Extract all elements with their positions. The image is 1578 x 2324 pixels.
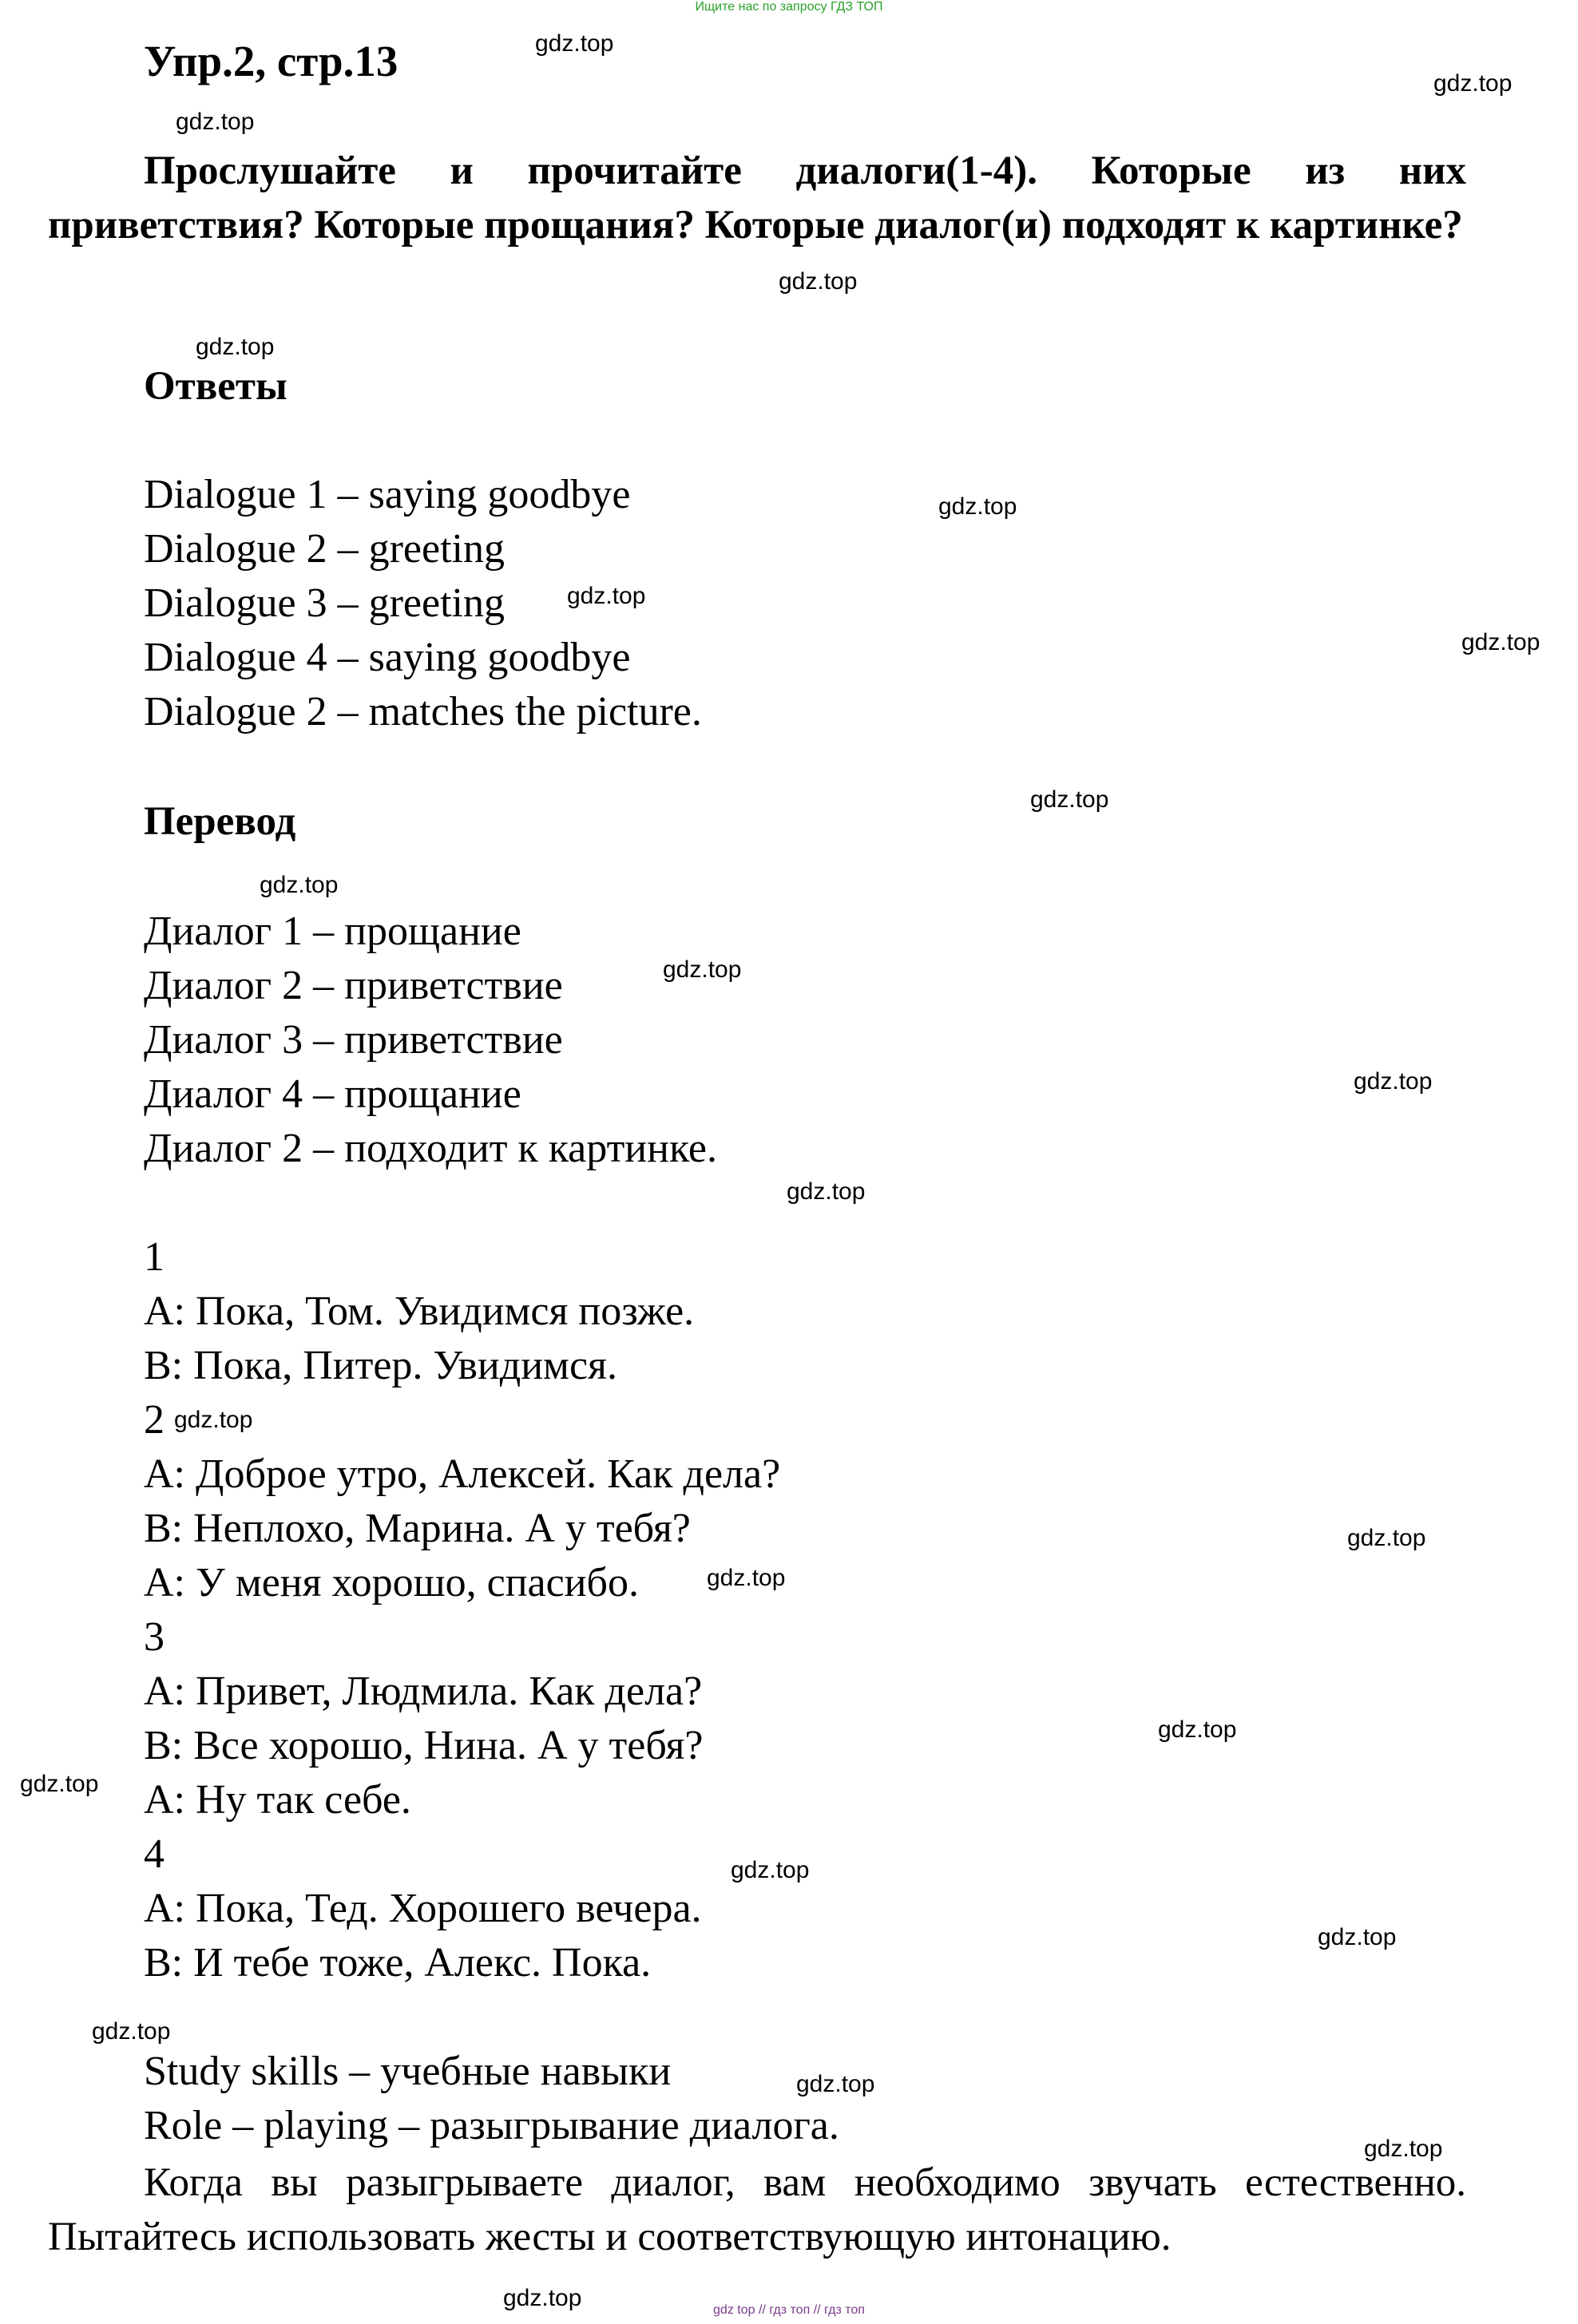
watermark: gdz.top xyxy=(1354,1068,1433,1095)
watermark: gdz.top xyxy=(503,2285,582,2311)
dialogue-line: A: Доброе утро, Алексей. Как дела? xyxy=(144,1451,781,1497)
answer-line: Dialogue 2 – matches the picture. xyxy=(144,689,702,734)
watermark: gdz.top xyxy=(567,583,646,609)
watermark: gdz.top xyxy=(779,268,858,295)
watermark: gdz.top xyxy=(731,1857,810,1883)
watermark: gdz.top xyxy=(1433,70,1513,97)
translation-line: Диалог 2 – приветствие xyxy=(144,963,563,1008)
watermark: gdz.top xyxy=(787,1178,866,1205)
dialogue-line: A: У меня хорошо, спасибо. xyxy=(144,1560,639,1605)
study-skills-line: Study skills – учебные навыки xyxy=(144,2049,672,2094)
dialogue-line: B: И тебе тоже, Алекс. Пока. xyxy=(144,1940,652,1985)
watermark: gdz.top xyxy=(1030,786,1109,813)
bottom-banner: gdz top // гдз топ // гдз топ xyxy=(713,2303,865,2317)
dialogue-line: A: Ну так себе. xyxy=(144,1777,411,1823)
dialogue-number: 3 xyxy=(144,1614,165,1660)
watermark: gdz.top xyxy=(663,956,742,983)
watermark: gdz.top xyxy=(196,334,275,360)
answer-line: Dialogue 3 – greeting xyxy=(144,580,505,626)
watermark: gdz.top xyxy=(1347,1525,1426,1551)
dialogue-number: 4 xyxy=(144,1831,165,1877)
answer-line: Dialogue 1 – saying goodbye xyxy=(144,472,631,517)
translation-line: Диалог 1 – прощание xyxy=(144,909,521,954)
dialogue-line: B: Все хорошо, Нина. А у тебя? xyxy=(144,1723,704,1768)
watermark: gdz.top xyxy=(796,2071,875,2097)
watermark: gdz.top xyxy=(938,493,1017,520)
watermark: gdz.top xyxy=(174,1407,253,1433)
translation-line: Диалог 4 – прощание xyxy=(144,1071,521,1117)
dialogue-number: 2 xyxy=(144,1397,165,1443)
watermark: gdz.top xyxy=(20,1771,99,1797)
advice-text: Когда вы разыгрываете диалог, вам необходимо звучать естественно. Пытайтесь использовать жесты и соответствующую интонацию. xyxy=(48,2160,1466,2259)
watermark: gdz.top xyxy=(707,1565,786,1591)
answers-heading: Ответы xyxy=(144,364,287,409)
top-banner: Ищите нас по запросу ГДЗ ТОП xyxy=(695,0,883,14)
role-playing-line: Role – playing – разыгрывание диалога. xyxy=(144,2103,839,2148)
translation-line: Диалог 2 – подходит к картинке. xyxy=(144,1126,717,1171)
dialogue-line: B: Пока, Питер. Увидимся. xyxy=(144,1343,617,1388)
page-title: Упр.2, стр.13 xyxy=(144,37,398,85)
watermark: gdz.top xyxy=(535,30,614,57)
watermark: gdz.top xyxy=(92,2018,171,2045)
dialogue-line: B: Неплохо, Марина. А у тебя? xyxy=(144,1506,691,1551)
watermark: gdz.top xyxy=(260,872,339,898)
dialogue-line: A: Пока, Том. Увидимся позже. xyxy=(144,1289,695,1334)
translation-line: Диалог 3 – приветствие xyxy=(144,1017,563,1063)
dialogue-number: 1 xyxy=(144,1234,165,1280)
answer-line: Dialogue 2 – greeting xyxy=(144,526,505,572)
watermark: gdz.top xyxy=(1158,1716,1237,1743)
dialogue-line: A: Пока, Тед. Хорошего вечера. xyxy=(144,1886,702,1931)
watermark: gdz.top xyxy=(1461,629,1540,655)
translation-heading: Перевод xyxy=(144,799,296,844)
dialogue-line: A: Привет, Людмила. Как дела? xyxy=(144,1669,703,1714)
watermark: gdz.top xyxy=(176,109,255,135)
watermark: gdz.top xyxy=(1318,1924,1397,1950)
answer-line: Dialogue 4 – saying goodbye xyxy=(144,635,631,680)
task-text: Прослушайте и прочитайте диалоги(1-4). Которые из них приветствия? Которые прощания? Которые диалог(и) подходят к картинке? xyxy=(48,148,1466,247)
watermark: gdz.top xyxy=(1364,2136,1443,2162)
